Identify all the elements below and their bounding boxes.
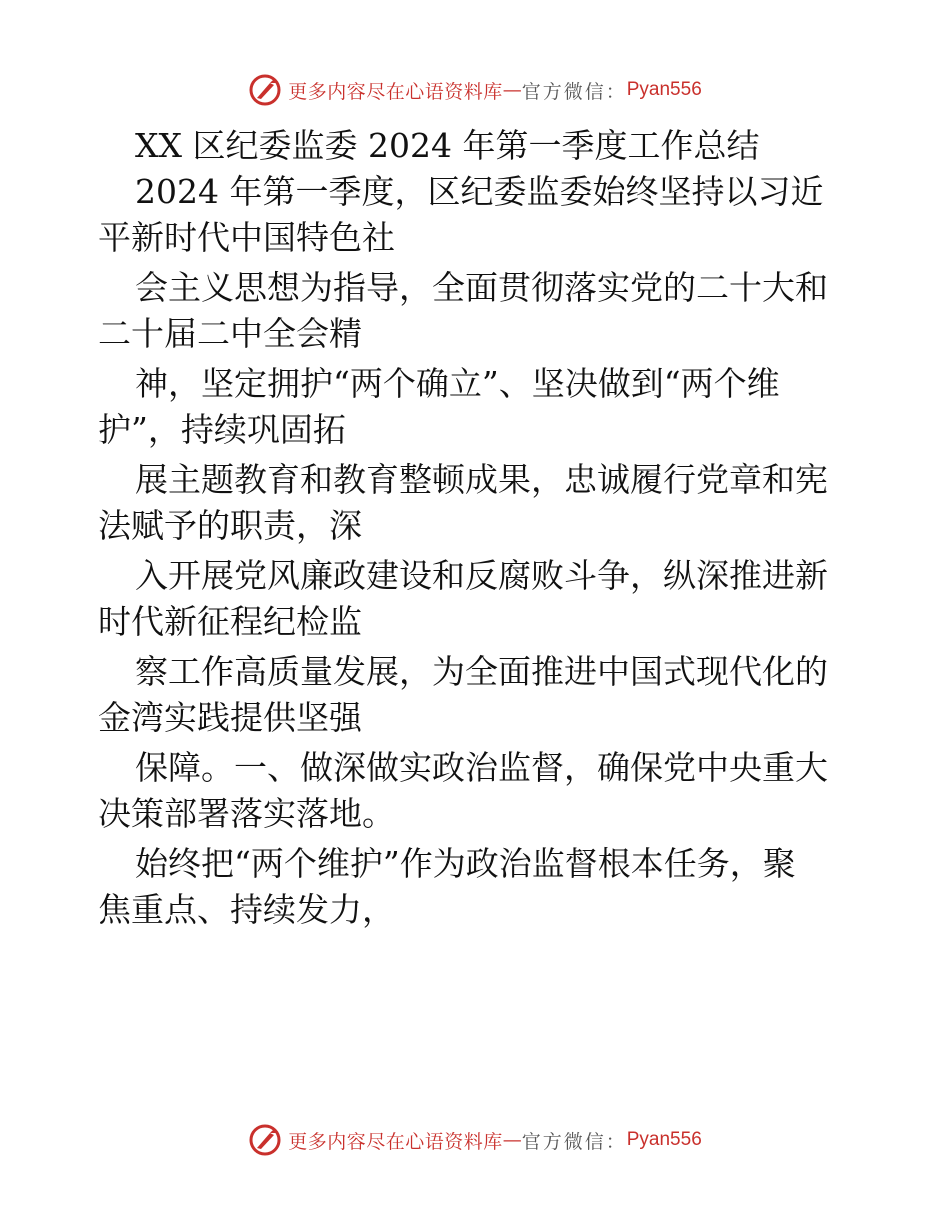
quill-circle-icon	[248, 73, 282, 107]
paragraph-line: 护”，持续巩固拓	[98, 410, 346, 449]
banner-wechat-id: Pyan556	[626, 79, 702, 100]
banner-wechat-label: 官方微信：	[521, 80, 627, 103]
paragraph-line: 法赋予的职责，深	[98, 506, 362, 545]
document-body	[98, 123, 858, 933]
paragraph-line: 察工作高质量发展，为全面推进中国式现代化的	[135, 652, 828, 691]
paragraph-line: 入开展党风廉政建设和反腐败斗争，纵深推进新	[135, 556, 828, 595]
paragraph-line: 2024 年第一季度，区纪委监委始终坚持以习近	[135, 172, 824, 211]
paragraph-line: 金湾实践提供坚强	[98, 698, 362, 737]
paragraph-line: 展主题教育和教育整顿成果，忠诚履行党章和宪	[135, 460, 828, 499]
paragraph-line: 保障。一、做深做实政治监督，确保党中央重大	[135, 748, 828, 787]
paragraph-line: 时代新征程纪检监	[98, 602, 362, 641]
banner-wechat-label: 官方微信：	[521, 1130, 627, 1153]
banner-separator: —	[502, 79, 522, 101]
paragraph-line: 会主义思想为指导，全面贯彻落实党的二十大和	[135, 268, 828, 307]
paragraph-line: 始终把“两个维护”作为政治监督根本任务，聚	[135, 844, 796, 883]
banner-main-text: 更多内容尽在心语资料库	[288, 80, 503, 103]
paragraph-line: 焦重点、持续发力，	[98, 890, 395, 929]
footer-banner	[0, 1120, 950, 1160]
paragraph-line: 决策部署落实落地。	[98, 794, 395, 833]
banner-main-text: 更多内容尽在心语资料库	[288, 1130, 503, 1153]
header-banner	[0, 70, 950, 110]
quill-circle-icon	[248, 1123, 282, 1157]
banner-wechat-id: Pyan556	[626, 1129, 702, 1150]
paragraph-line: 平新时代中国特色社	[98, 218, 395, 257]
paragraph-line: 二十届二中全会精	[98, 314, 362, 353]
banner-separator: —	[502, 1129, 522, 1151]
paragraph-line: 神，坚定拥护“两个确立”、坚决做到“两个维	[135, 364, 780, 403]
document-title: XX 区纪委监委 2024 年第一季度工作总结	[135, 126, 760, 165]
